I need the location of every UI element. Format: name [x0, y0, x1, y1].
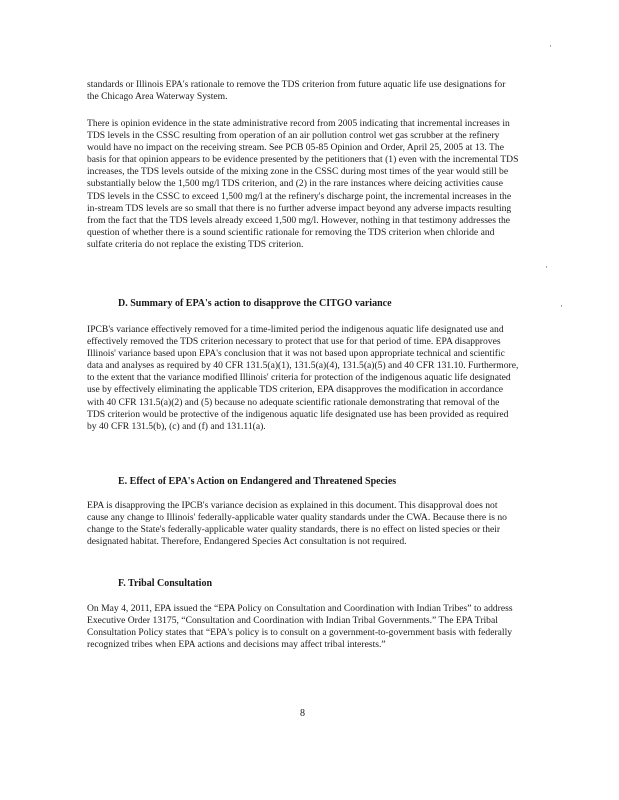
section-heading-d: D. Summary of EPA's action to disapprove the CITGO variance	[118, 298, 392, 309]
scan-speck: ·	[549, 41, 552, 51]
paragraph-endangered-species: EPA is disapproving the IPCB's variance decision as explained in this document. This disapproval does not cause any change to Illinois' federally-applicable water quality standards under the CWA. Because there is no change to the State's federally-applicable water quality standards, there is no effect on listed species or their designated habitat. Therefore, Endangered Species Act consultation is not required.	[87, 500, 507, 548]
page-number: 8	[300, 708, 305, 719]
paragraph-variance-summary: IPCB's variance effectively removed for a time-limited period the indigenous aquatic life designated use and effectively removed the TDS criterion necessary to protect that use for that period of time. EPA disapproves Illinois' variance based upon EPA's conclusion that it was not based upon appropriate technical and scientific data and analyses as required by 40 CFR 131.5(a)(1), 131.5(a)(4), 131.5(a)(5) and 40 CFR 131.10. Furthermore, to the extent that the variance modified Illinois' criteria for protection of the indigenous aquatic life designated use by effectively eliminating the applicable TDS criterion, EPA disapproves the modification in accordance with 40 CFR 131.5(a)(2) and (5) because no adequate scientific rationale demonstrating that removal of the TDS criterion would be protective of the indigenous aquatic life designated use has been provided as required by 40 CFR 131.5(b), (c) and (f) and 131.11(a).	[87, 324, 519, 432]
paragraph-intro-continuation: standards or Illinois EPA's rationale to remove the TDS criterion from future aquatic life use designations for the Chicago Area Waterway System.	[87, 79, 506, 103]
section-heading-f: F. Tribal Consultation	[118, 578, 213, 589]
paragraph-tribal-consultation: On May 4, 2011, EPA issued the “EPA Policy on Consultation and Coordination with Indian Tribes” to address Executive Order 13175, “Consultation and Coordination with Indian Tribal Governments.” The EPA Tribal Consultation Policy states that “EPA's policy is to consult on a government-to-government basis with federally recognized tribes when EPA actions and decisions may affect tribal interests.”	[87, 603, 513, 651]
scan-speck: ·	[560, 301, 563, 311]
scan-speck: ·	[545, 262, 548, 272]
section-heading-e: E. Effect of EPA's Action on Endangered and Threatened Species	[118, 476, 397, 487]
paragraph-opinion-evidence: There is opinion evidence in the state administrative record from 2005 indicating that incremental increases in TDS levels in the CSSC resulting from operation of an air pollution control wet gas scrubber at the refinery would have no impact on the receiving stream. See PCB 05-85 Opinion and Order, April 25, 2005 at 13. The basis for that opinion appears to be evidence presented by the petitioners that (1) even with the incremental TDS increases, the TDS levels outside of the mixing zone in the CSSC during most times of the year would still be substantially below the 1,500 mg/l TDS criterion, and (2) in the rare instances where deicing activities cause TDS levels in the CSSC to exceed 1,500 mg/l at the refinery's discharge point, the incremental increases in the in-stream TDS levels are so small that there is no further adverse impact beyond any adverse impacts resulting from the fact that the TDS levels already exceed 1,500 mg/l. However, nothing in that testimony addresses the question of whether there is a sound scientific rationale for removing the TDS criterion when chloride and sulfate criteria do not replace the existing TDS criterion.	[87, 118, 519, 250]
